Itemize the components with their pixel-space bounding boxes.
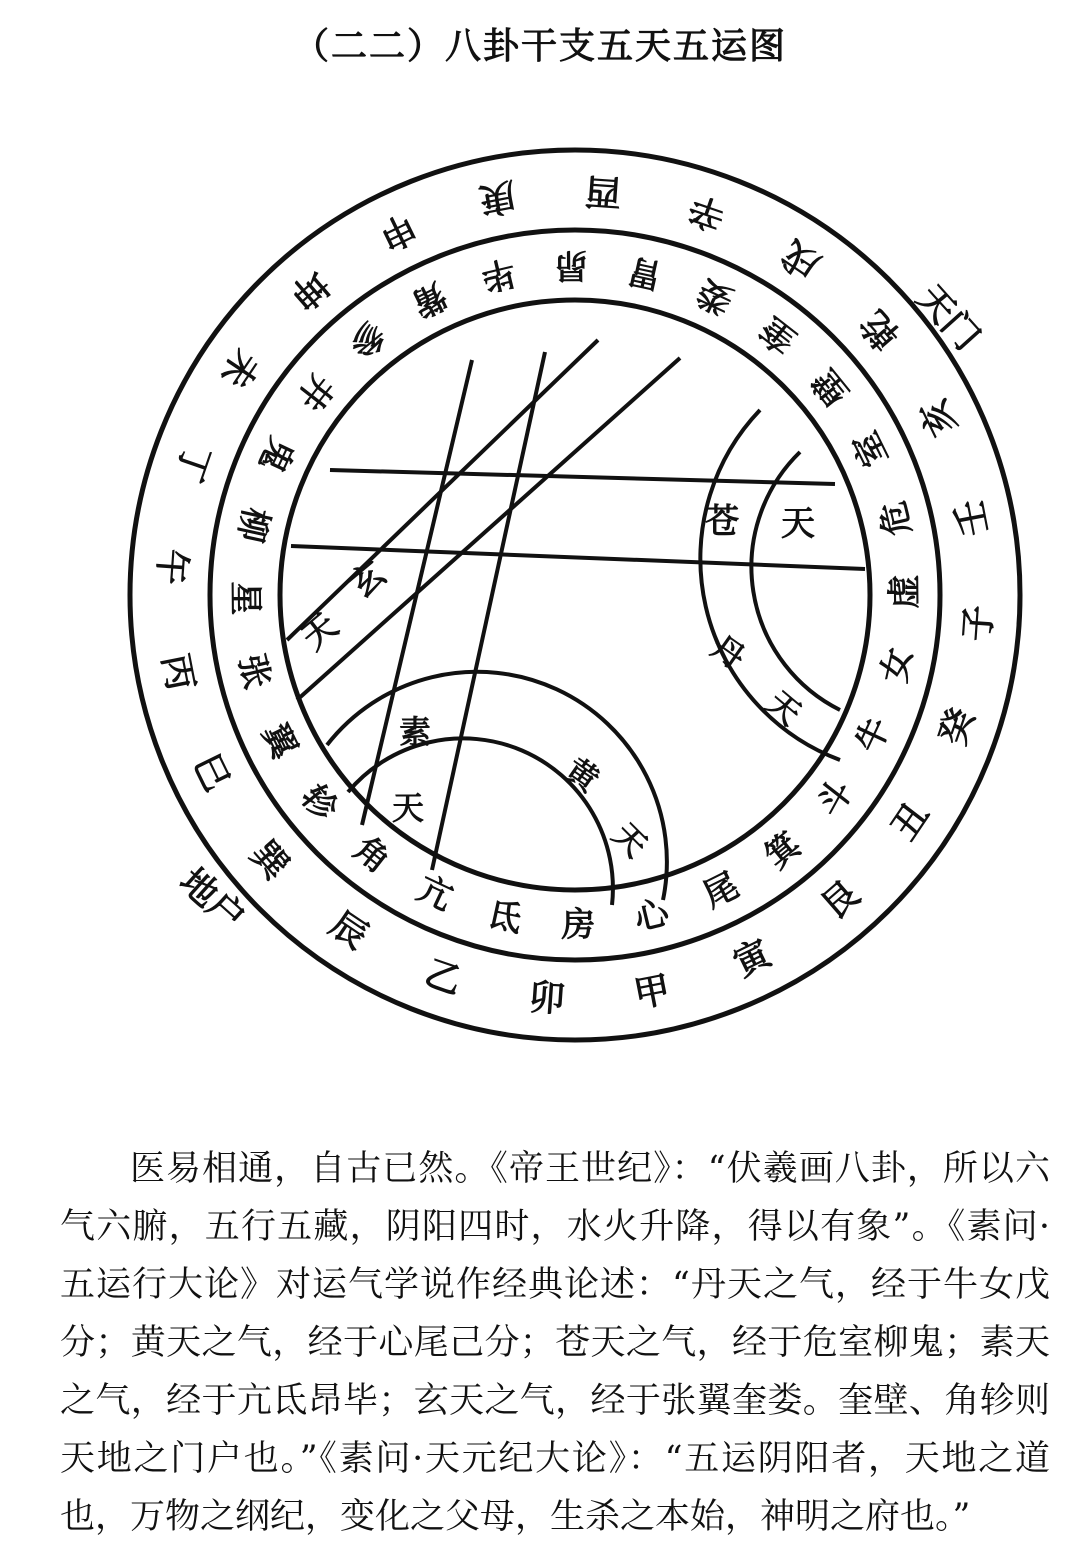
su-tian-label: 天 <box>391 789 425 827</box>
outer-ring-char: 丙 <box>153 650 201 694</box>
mansion-char: 室 <box>845 424 897 474</box>
mansion-char: 壁 <box>804 360 858 413</box>
mansion-char: 虚 <box>884 574 926 609</box>
mansion-char: 房 <box>561 904 596 946</box>
mansion-char: 翼 <box>253 716 305 766</box>
cang-tian-label: 苍 <box>705 502 739 542</box>
ring-text-group <box>149 169 1000 1020</box>
outer-ring-char: 壬 <box>949 496 997 540</box>
xuan-tian-label: 天 <box>294 605 346 659</box>
mansion-char: 觜 <box>404 273 454 325</box>
xuan-band-edge <box>297 358 680 700</box>
mansion-char: 尾 <box>696 865 746 917</box>
mansion-char: 毕 <box>477 250 520 298</box>
outer-ring-char: 坤 <box>282 262 337 317</box>
mansion-char: 氐 <box>483 894 526 941</box>
mansion-char: 牛 <box>848 711 900 760</box>
mansion-char: 昴 <box>554 244 589 286</box>
outer-ring-char: 酉 <box>583 169 623 213</box>
su-band-edge <box>432 352 545 870</box>
mansion-char: 箕 <box>757 824 810 878</box>
xuan-tian-label: 玄 <box>342 553 394 607</box>
outer-ring-char: 乾 <box>853 302 908 357</box>
dan-band-arc <box>751 452 840 710</box>
body-paragraph-container <box>60 1140 1050 1546</box>
mansion-char: 柳 <box>229 503 276 546</box>
dan-tian-label: 天 <box>759 683 809 733</box>
outer-ring-char: 午 <box>149 547 193 587</box>
mansion-char: 危 <box>872 497 920 540</box>
mansion-char: 井 <box>288 366 342 418</box>
mansion-char: 鬼 <box>250 430 302 479</box>
mansion-char: 娄 <box>691 270 740 322</box>
outer-ring-char: 丑 <box>883 795 938 848</box>
outer-ring-char: 辰 <box>322 903 375 958</box>
outer-ring-char: 寅 <box>727 932 778 986</box>
su-tian-label: 素 <box>398 713 432 751</box>
outer-ring-char: 乙 <box>419 952 467 1004</box>
mansion-char: 张 <box>230 650 278 693</box>
mansion-char: 奎 <box>752 308 804 362</box>
outer-ring-char: 戌 <box>775 232 828 287</box>
huang-tian-label: 黄 <box>557 750 607 800</box>
heaven-gate-label: 天门 <box>908 277 988 359</box>
mansion-char: 胃 <box>624 249 667 296</box>
bagua-ganzhi-diagram <box>0 120 1080 1120</box>
mansion-char: 亢 <box>410 868 459 920</box>
outer-ring-char: 艮 <box>813 873 868 928</box>
outer-ring-char: 巽 <box>242 833 297 888</box>
outer-ring-char: 巳 <box>184 747 238 798</box>
outer-ring-char: 子 <box>957 603 1001 643</box>
earth-door-label: 地户 <box>171 860 253 940</box>
outer-ring-char: 卯 <box>527 977 567 1021</box>
cang-tian-label: 天 <box>781 504 815 544</box>
mansion-char: 参 <box>340 312 393 366</box>
cang-band-edge <box>330 470 835 484</box>
dan-tian-label: 丹 <box>703 627 753 677</box>
outer-ring-char: 未 <box>212 342 267 395</box>
huang-tian-label: 天 <box>605 815 655 865</box>
outer-ring-char: 申 <box>372 204 423 258</box>
mansion-char: 心 <box>630 892 673 940</box>
outer-ring-char: 癸 <box>932 703 984 751</box>
mansion-char: 斗 <box>808 772 862 824</box>
outer-ring-char: 甲 <box>630 969 674 1017</box>
mansion-char: 女 <box>874 644 921 687</box>
mansion-char: 星 <box>224 581 266 616</box>
outer-ring-char: 辛 <box>683 186 731 238</box>
body-paragraph: 医易相通，自古已然。《帝王世纪》：“伏羲画八卦，所以六气六腑，五行五藏，阴阳四时，水火升降，得以有象”。《素问·五运行大论》对运气学说作经典论述：“丹天之气，经于牛女戊分；黄天之气，经于心尾己分；苍天之气，经于危室柳鬼；素天之气，经于亢氐昂毕；玄天之气，经于张翼奎娄。奎壁、角轸则天地之门户也。”《素问·天元纪大论》：“五运阴阳者，天地之道也，万物之纲纪，变化之父母，生杀之本始，神明之府也。” <box>60 1149 1050 1537</box>
outer-ring-char: 亥 <box>912 392 966 443</box>
outer-ring-char: 丁 <box>166 439 218 487</box>
mansion-char: 角 <box>346 828 398 882</box>
page-title: （二二）八卦干支五天五运图 <box>292 26 787 67</box>
outer-ring-char: 庚 <box>476 173 520 221</box>
middle-ring-circle <box>210 230 940 960</box>
mansion-char: 轸 <box>292 777 346 830</box>
